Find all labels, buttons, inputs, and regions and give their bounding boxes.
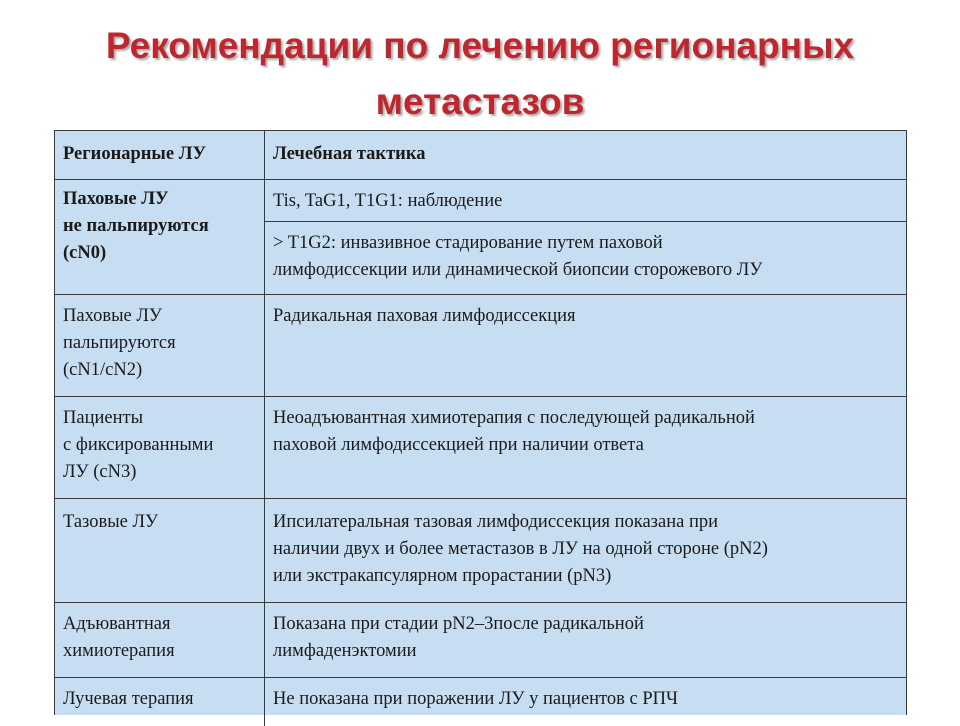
- header-regional-nodes: Регионарные ЛУ: [55, 131, 265, 180]
- header-treatment-tactics: Лечебная тактика: [265, 131, 908, 180]
- table-row: [55, 499, 907, 603]
- row-tactic-radiotherapy: Не показана при поражении ЛУ у пациентов с РПЧ: [265, 678, 908, 726]
- row-tactic-pelvic-dissection: Ипсилатеральная тазовая лимфодиссекция показана при наличии двух и более метастазов в ЛУ на одной стороне (pN2) или экстракапсулярном прорастании (pN3): [265, 499, 908, 603]
- row-tactic-adjuvant: Показана при стадии pN2–3после радикальной лимфаденэктомии: [265, 603, 908, 678]
- treatment-table: [54, 130, 907, 715]
- table-row: [55, 295, 907, 397]
- row-tactic-invasive-staging: > T1G2: инвазивное стадирование путем паховой лимфодиссекции или динамической биопсии сторожевого ЛУ: [265, 222, 908, 295]
- row-group-radiotherapy: Лучевая терапия: [55, 678, 265, 726]
- slide-title-line2: метастазов: [0, 74, 960, 130]
- row-group-inguinal-cn0: Паховые ЛУ не пальпируются (cN0): [55, 180, 265, 295]
- table-row: [55, 603, 907, 678]
- row-group-fixed-cn3: Пациенты с фиксированными ЛУ (cN3): [55, 397, 265, 499]
- slide-title-line1: Рекомендации по лечению регионарных: [0, 18, 960, 74]
- row-tactic-neoadjuvant: Неоадъювантная химиотерапия с последующей радикальной паховой лимфодиссекцией при наличии ответа: [265, 397, 908, 499]
- slide-title: [0, 18, 960, 130]
- table-row: [55, 678, 907, 726]
- table-right-border: [906, 131, 907, 715]
- table-row: [55, 180, 907, 222]
- row-group-pelvic: Тазовые ЛУ: [55, 499, 265, 603]
- table-row: [55, 397, 907, 499]
- row-group-adjuvant-chemo: Адъювантная химиотерапия: [55, 603, 265, 678]
- table-header-row: [55, 131, 907, 180]
- row-tactic-radical-dissection: Радикальная паховая лимфодиссекция: [265, 295, 908, 397]
- row-group-inguinal-cn1: Паховые ЛУ пальпируются (cN1/cN2): [55, 295, 265, 397]
- row-tactic-observation: Tis, TaG1, T1G1: наблюдение: [265, 180, 908, 222]
